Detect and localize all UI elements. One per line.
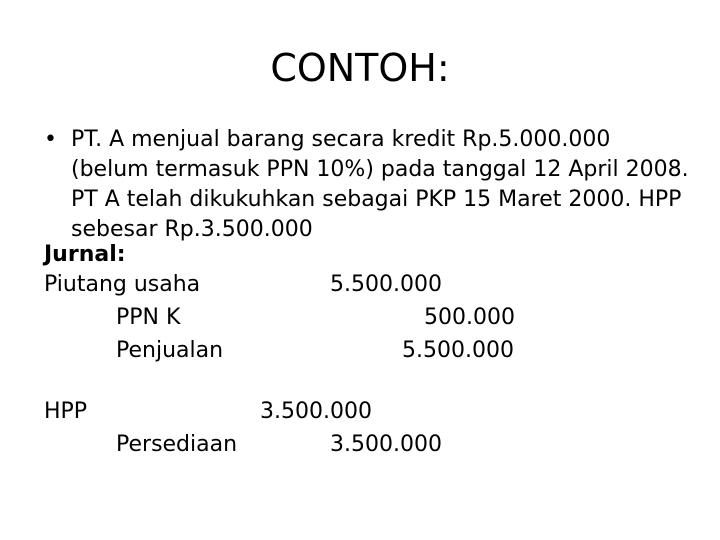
jurnal-heading: Jurnal: <box>44 242 126 267</box>
entry2-debit-account: HPP <box>44 399 88 424</box>
bullet-line: PT A telah dikukuhkan sebagai PKP 15 Maret 2000. HPP <box>71 187 682 212</box>
entry1-credit1-amount: 500.000 <box>424 305 515 330</box>
entry2-debit-amount: 3.500.000 <box>260 399 372 424</box>
bullet-text <box>71 125 694 245</box>
entry2-credit-amount: 3.500.000 <box>330 432 442 457</box>
entry1-credit1-account: PPN K <box>116 305 181 330</box>
bullet-paragraph <box>44 125 694 245</box>
entry1-credit2-account: Penjualan <box>116 338 224 363</box>
entry1-debit-account: Piutang usaha <box>44 272 201 297</box>
bullet-icon: • <box>44 127 57 152</box>
entry1-debit-amount: 5.500.000 <box>330 272 442 297</box>
entry2-credit-account: Persediaan <box>116 432 238 457</box>
bullet-line: (belum termasuk PPN 10%) pada tanggal 12 April 2008. <box>71 157 689 182</box>
slide-title: CONTOH: <box>270 46 450 90</box>
entry1-credit2-amount: 5.500.000 <box>402 338 514 363</box>
bullet-line: sebesar Rp.3.500.000 <box>71 217 313 242</box>
bullet-line: PT. A menjual barang secara kredit Rp.5.000.000 <box>71 127 611 152</box>
